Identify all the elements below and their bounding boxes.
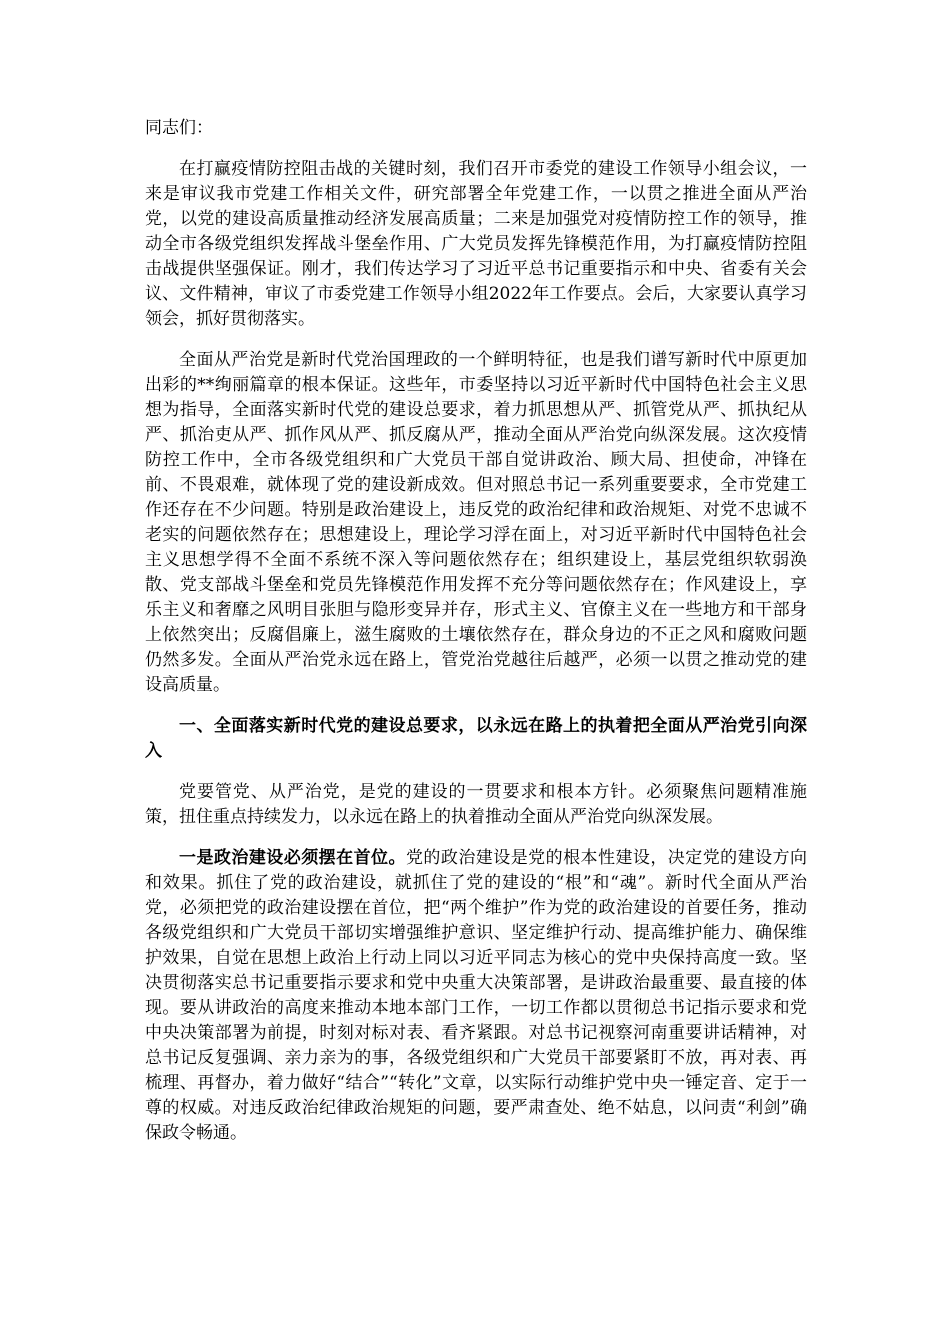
paragraph-section-intro: 党要管党、从严治党，是党的建设的一贯要求和根本方针。必须聚焦问题精准施策，扭住重点持续发力，以永远在路上的执着推动全面从严治党向纵深发展。 xyxy=(145,782,807,827)
paragraph-lead-text: 一是政治建设必须摆在首位。 xyxy=(179,848,406,868)
document-body xyxy=(145,116,807,1162)
section-heading-1: 一、全面落实新时代党的建设总要求，以永远在路上的执着把全面从严治党引向深入 xyxy=(145,716,807,761)
paragraph-body-text: 党的政治建设是党的根本性建设，决定党的建设方向和效果。抓住了党的政治建设，就抓住了党的建设的“根”和“魂”。新时代全面从严治党，必须把党的政治建设摆在首位，把“两个维护”作为党的政治建设的首要任务，推动各级党组织和广大党员干部切实增强维护意识、坚定维护行动、提高维护能力、确保维护效果，自觉在思想上政治上行动上同以习近平同志为核心的党中央保持高度一致。坚决贯彻落实总书记重要指示要求和党中央重大决策部署，是讲政治最重要、最直接的体现。要从讲政治的高度来推动本地本部门工作，一切工作都以贯彻总书记指示要求和党中央决策部署为前提，时刻对标对表、看齐紧跟。对总书记视察河南重要讲话精神，对总书记反复强调、亲力亲为的事，各级党组织和广大党员干部要紧盯不放，再对表、再梳理、再督办，着力做好“结合”“转化”文章，以实际行动维护党中央一锤定音、定于一尊的权威。对违反政治纪律政治规矩的问题，要严肃查处、绝不姑息，以问责“利剑”确保政令畅通。 xyxy=(145,848,808,1143)
paragraph-political-building xyxy=(145,846,807,1146)
salutation: 同志们： xyxy=(145,118,213,138)
paragraph-opening: 在打赢疫情防控阻击战的关键时刻，我们召开市委党的建设工作领导小组会议，一来是审议我市党建工作相关文件，研究部署全年党建工作，一以贯之推进全面从严治党，以党的建设高质量推动经济发展高质量；二来是加强党对疫情防控工作的领导，推动全市各级党组织发挥战斗堡垒作用、广大党员发挥先锋模范作用，为打赢疫情防控阻击战提供坚强保证。刚才，我们传达学习了习近平总书记重要指示和中央、省委有关会议、文件精神，审议了市委党建工作领导小组2022年工作要点。会后，大家要认真学习领会，抓好贯彻落实。 xyxy=(145,159,807,329)
paragraph-background: 全面从严治党是新时代党治国理政的一个鲜明特征，也是我们谱写新时代中原更加出彩的**绚丽篇章的根本保证。这些年，市委坚持以习近平新时代中国特色社会主义思想为指导，全面落实新时代党的建设总要求，着力抓思想从严、抓管党从严、抓执纪从严、抓治吏从严、抓作风从严、抓反腐从严，推动全面从严治党向纵深发展。这次疫情防控工作中，全市各级党组织和广大党员干部自觉讲政治、顾大局、担使命，冲锋在前、不畏艰难，就体现了党的建设新成效。但对照总书记一系列重要要求，全市党建工作还存在不少问题。特别是政治建设上，违反党的政治纪律和政治规矩、对党不忠诚不老实的问题依然存在；思想建设上，理论学习浮在面上，对习近平新时代中国特色社会主义思想学得不全面不系统不深入等问题依然存在；组织建设上，基层党组织软弱涣散、党支部战斗堡垒和党员先锋模范作用发挥不充分等问题依然存在；作风建设上，享乐主义和奢靡之风明目张胆与隐形变异并存，形式主义、官僚主义在一些地方和干部身上依然突出；反腐倡廉上，滋生腐败的土壤依然存在，群众身边的不正之风和腐败问题仍然多发。全面从严治党永远在路上，管党治党越往后越严，必须一以贯之推动党的建设高质量。 xyxy=(145,350,807,695)
